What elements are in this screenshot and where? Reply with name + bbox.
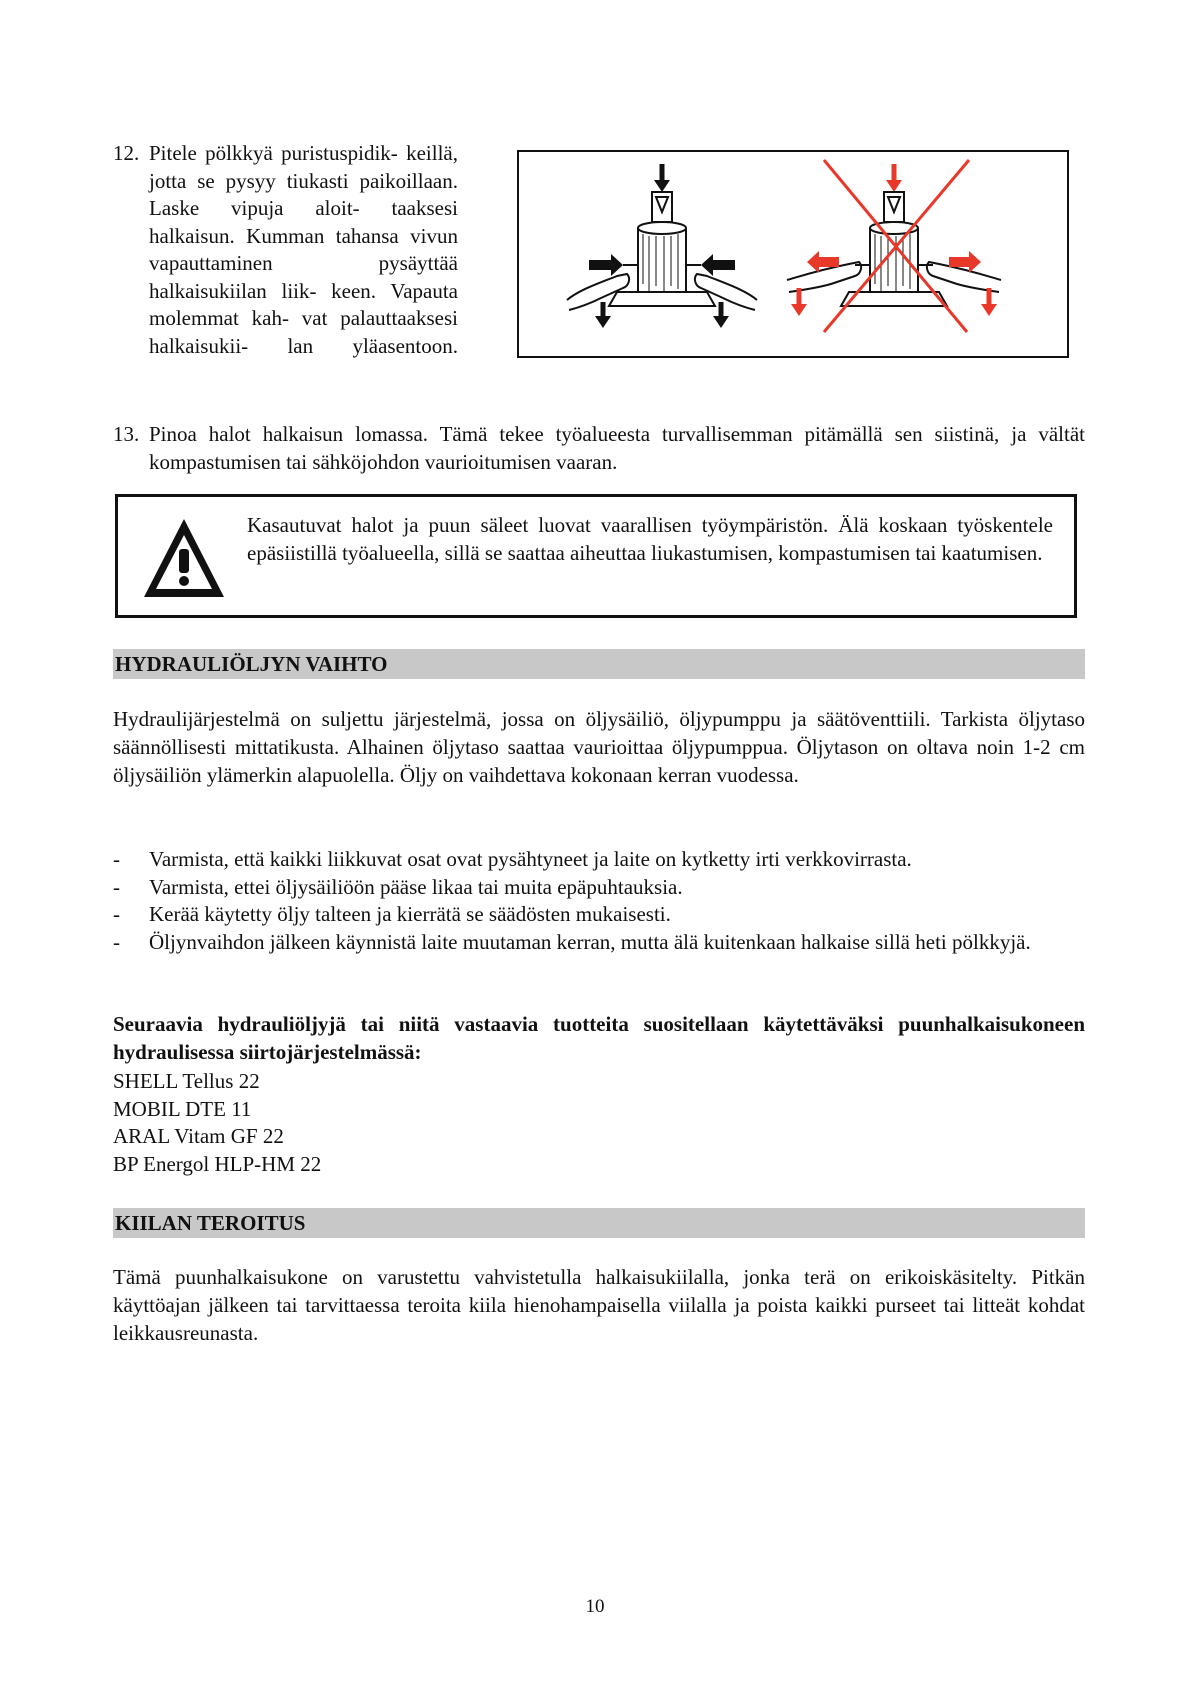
oil-item: MOBIL DTE 11 <box>113 1096 252 1121</box>
splitting-operation-figure <box>517 150 1069 358</box>
correct-two-hand-operation-illustration <box>567 164 757 328</box>
warning-triangle-icon <box>140 515 228 601</box>
step-12 <box>113 140 458 360</box>
step-text: Pitele pölkkyä puristuspidik- keillä, jotta se pysyy tiukasti paikoillaan. Laske vipuja aloit- taaksesi halkaisun. Kumman tahansa vivun vapauttaminen pysäyttää halkaisukiilan liik- keen. Vapauta molemmat kah- vat palauttaaksesi halkaisukii- lan yläasentoon. <box>149 141 458 358</box>
list-item: - Öljynvaihdon jälkeen käynnistä laite muutaman kerran, mutta älä kuitenkaan halkaise sillä heti pölkkyjä. <box>113 929 1031 954</box>
recommended-oils-intro: Seuraavia hydrauliöljyjä tai niitä vastaavia tuotteita suositellaan käytettäväksi puunhalkaisukoneen hydraulisessa siirtojärjestelmässä: <box>113 1012 1085 1064</box>
page-number: 10 <box>585 1596 605 1617</box>
hydraulic-oil-steps <box>113 846 1085 956</box>
section-heading-hydraulic-oil: HYDRAULIÖLJYN VAIHTO <box>113 649 1085 679</box>
warning-text: Kasautuvat halot ja puun säleet luovat vaarallisen työympäristön. Älä koskaan työskentele epäsiistillä työalueella, sillä se saattaa aiheuttaa liukastumisen, kompastumisen tai kaatumisen. <box>247 513 1053 565</box>
oil-item: SHELL Tellus 22 <box>113 1069 260 1093</box>
list-item: - Kerää käytetty öljy talteen ja kierrätä se säädösten mukaisesti. <box>113 902 671 926</box>
warning-box <box>115 494 1077 618</box>
list-item: - Varmista, että kaikki liikkuvat osat ovat pysähtyneet ja laite on kytketty irti verkkovirrasta. <box>113 847 912 871</box>
step-number: 12. <box>113 141 140 165</box>
recommended-oils-list <box>113 1068 321 1178</box>
wedge-sharpening-paragraph: Tämä puunhalkaisukone on varustettu vahvistetulla halkaisukiilalla, jonka terä on erikoiskäsitelty. Pitkän käyttöajan jälkeen tai tarvittaessa teroita kiila hienohampaisella viilalla ja poista kaikki purseet tai litteät kohdat leikkausreunasta. <box>113 1265 1085 1345</box>
step-text: Pinoa halot halkaisun lomassa. Tämä tekee työalueesta turvallisemman pitämällä sen siistinä, ja vältät kompastumisen tai sähköjohdon vaurioitumisen vaaran. <box>149 422 1085 474</box>
oil-item: BP Energol HLP-HM 22 <box>113 1151 322 1176</box>
oil-item: ARAL Vitam GF 22 <box>113 1124 284 1148</box>
step-13 <box>113 420 1085 476</box>
incorrect-operation-crossed-illustration <box>787 160 1001 332</box>
list-item: - Varmista, ettei öljysäiliöön pääse likaa tai muita epäpuhtauksia. <box>113 874 683 899</box>
hydraulic-oil-paragraph: Hydraulijärjestelmä on suljettu järjestelmä, jossa on öljysäiliö, öljypumppu ja säätöventtiili. Tarkista öljytaso säännöllisesti mittatikusta. Alhainen öljytaso saattaa vaurioittaa öljypumppua. Öljytason on oltava noin 1-2 cm öljysäiliön ylämerkin alapuolella. Öljy on vaihdettava kokonaan kerran vuodessa. <box>113 707 1085 787</box>
step-number: 13. <box>113 422 140 446</box>
section-heading-wedge-sharpening: KIILAN TEROITUS <box>113 1208 1085 1238</box>
